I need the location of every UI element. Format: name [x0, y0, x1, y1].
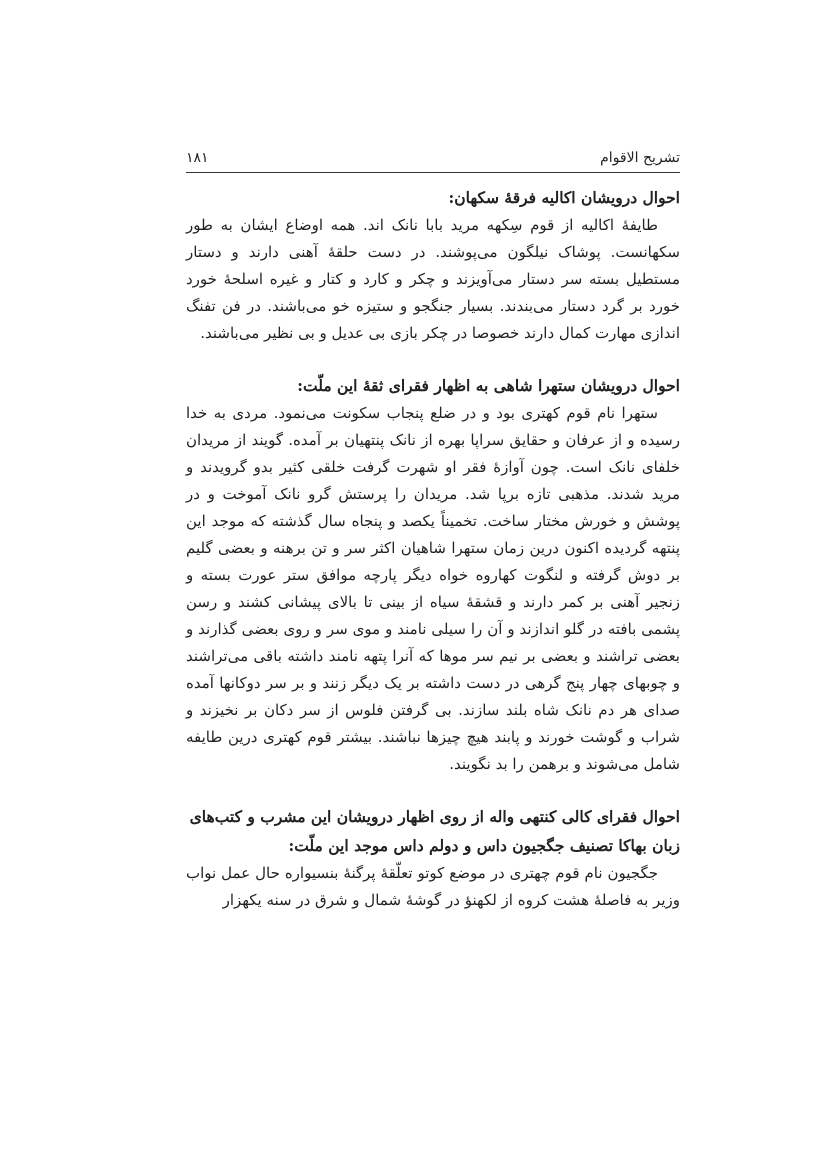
- running-head: [186, 150, 680, 173]
- section-kali-kanthi: [186, 802, 680, 914]
- section-paragraph: ستهرا نام قوم کهتری بود و در ضلع پنجاب سکونت می‌نمود. مردی به خدا رسیده و از عرفان و حقایق سراپا بهره از نانک پنتهیان بر آمده. گویند از مریدان خلفای نانک است. چون آوازهٔ فقر او شهرت گرفت خلقی کثیر بدو گرویدند و مرید شدند. مذهبی تازه برپا شد. مریدان را پرستش گرو نانک آموخت و در پوشش و خورش مختار ساخت. تخمیناً یکصد و پنجاه سال گذشته که موجد این پنتهه گردیده اکنون درین زمان ستهرا شاهیان اکثر سر و تن برهنه و بعضی گلیم بر دوش گرفته و لنگوت کهاروه خواه دیگر پارچه موافق ستر عورت بسته و زنجیر آهنی بر کمر دارند و قشقهٔ سیاه از بینی تا بالای پیشانی کشند و رسن پشمی بافته در گلو اندازند و آن را سیلی نامند و موی سر و روی بعضی گذارند و بعضی تراشند و بعضی بر نیم سر موها که آنرا پتهه نامند داشته باقی می‌تراشند و چوبهای چهار پنج گرهی در دست داشته بر یک دیگر زنند و بر سر دوکانها آمده صدای هر دم نانک شاه بلند سازند. بی گرفتن فلوس از سر دکان بر نخیزند و شراب و گوشت خورند و پابند هیچ چیزها نباشند. بیشتر قوم کهتری درین طایفه شامل می‌شوند و برهمن را بد نگویند.: [186, 404, 680, 773]
- section-suthra-shahi: [186, 371, 680, 778]
- page-number: ۱۸۱: [186, 150, 209, 166]
- section-heading: احوال فقرای کالی کنتهی واله از روی اظهار درویشان این مشرب و کتب‌های زبان بهاکا تصنیف جگجیون داس و دولم داس موجد این ملّت:: [189, 807, 680, 855]
- section-heading: احوال درویشان اکالیه فرقهٔ سکهان:: [448, 188, 680, 207]
- running-head-title: تشریح الاقوام: [600, 150, 680, 166]
- section-akaliya: [186, 183, 680, 347]
- section-paragraph: جگجیون نام قوم چهتری در موضع کوتو تعلّقهٔ پرگنهٔ بنسیواره حال عمل نواب وزیر به فاصلهٔ هشت کروه از لکهنؤ در گوشهٔ شمال و شرق در سنه یکهزار: [186, 864, 680, 909]
- section-paragraph: طایفهٔ اکالیه از قوم سِکهه مرید بابا نانک اند. همه اوضاع ایشان به طور سکهانست. پوشاک نیلگون می‌پوشند. در دست حلقهٔ آهنی دارند و دستار مستطیل بسته سر دستار می‌آویزند و چکر و کارد و کتار و غیره اسلحهٔ خورد خورد بر گرد دستار می‌بندند. بسیار جنگجو و ستیزه خو می‌باشند. در فن تفنگ اندازی مهارت کمال دارند خصوصا در چکر بازی بی عدیل و بی نظیر می‌باشند.: [186, 216, 680, 342]
- book-page: [186, 150, 680, 914]
- section-heading: احوال درویشان ستهرا شاهی به اظهار فقرای ثقهٔ این ملّت:: [297, 376, 680, 395]
